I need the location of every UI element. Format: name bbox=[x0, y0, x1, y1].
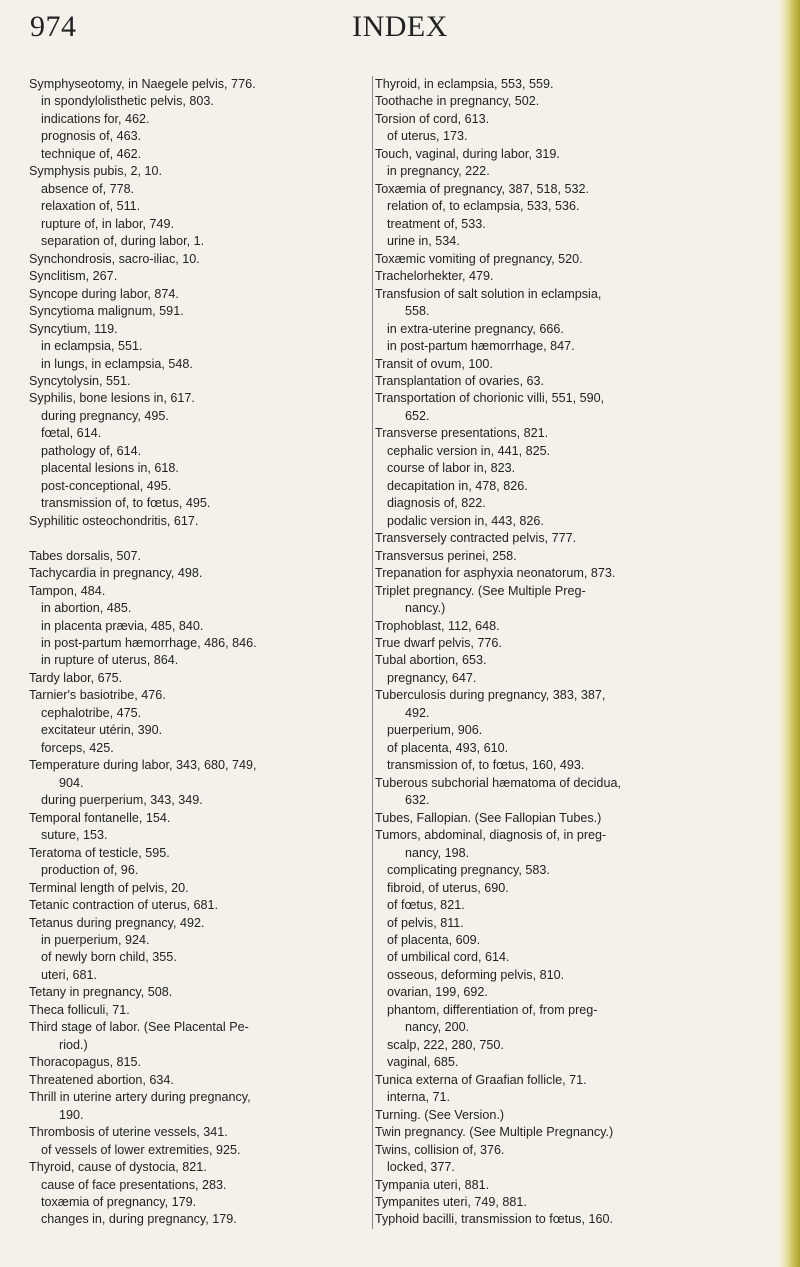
index-subentry: decapitation in, 478, 826. bbox=[387, 478, 528, 493]
index-entry: Transplantation of ovaries, 63. bbox=[375, 373, 544, 388]
index-subentry: changes in, during pregnancy, 179. bbox=[41, 1212, 237, 1227]
index-entry: Synchondrosis, sacro-iliac, 10. bbox=[29, 251, 200, 266]
index-entry: Temperature during labor, 343, 680, 749, bbox=[29, 758, 257, 773]
index-entry: Tetanic contraction of uterus, 681. bbox=[29, 898, 219, 913]
index-subentry: production of, 96. bbox=[41, 863, 139, 878]
index-subentry: 904. bbox=[59, 775, 84, 790]
index-entry: Tuberous subchorial hæmatoma of decidua, bbox=[375, 775, 621, 790]
index-subentry: complicating pregnancy, 583. bbox=[387, 863, 550, 878]
index-subentry: pathology of, 614. bbox=[41, 443, 142, 458]
index-subentry: of placenta, 493, 610. bbox=[387, 740, 509, 755]
index-subentry: in abortion, 485. bbox=[41, 601, 132, 616]
index-entry: Trepanation for asphyxia neonatorum, 873. bbox=[375, 566, 616, 581]
index-subentry: riod.) bbox=[59, 1037, 88, 1052]
index-subentry: 558. bbox=[405, 304, 430, 319]
index-column-left bbox=[29, 76, 359, 1229]
index-entry: Twins, collision of, 376. bbox=[375, 1142, 505, 1157]
index-subentry: fibroid, of uterus, 690. bbox=[387, 880, 509, 895]
index-entry: Tarnier's basiotribe, 476. bbox=[29, 688, 166, 703]
index-entry: Syphilis, bone lesions in, 617. bbox=[29, 391, 195, 406]
index-subentry: post-conceptional, 495. bbox=[41, 478, 172, 493]
index-subentry: uteri, 681. bbox=[41, 967, 98, 982]
index-entry: Temporal fontanelle, 154. bbox=[29, 810, 171, 825]
index-column-right bbox=[372, 76, 763, 1229]
index-subentry: in eclampsia, 551. bbox=[41, 339, 143, 354]
index-entry: Twin pregnancy. (See Multiple Pregnancy.) bbox=[375, 1125, 614, 1140]
index-subentry: in puerperium, 924. bbox=[41, 932, 150, 947]
page-number: 974 bbox=[30, 10, 77, 43]
index-subentry: fœtal, 614. bbox=[41, 426, 102, 441]
index-subentry: interna, 71. bbox=[387, 1090, 451, 1105]
index-entry: Thoracopagus, 815. bbox=[29, 1055, 142, 1070]
page-edge bbox=[778, 0, 800, 1267]
index-entry: Torsion of cord, 613. bbox=[375, 111, 490, 126]
index-subentry: urine in, 534. bbox=[387, 234, 460, 249]
index-subentry: placental lesions in, 618. bbox=[41, 461, 179, 476]
index-entry: Tetany in pregnancy, 508. bbox=[29, 985, 173, 1000]
page-title: INDEX bbox=[352, 10, 448, 43]
index-subentry: cause of face presentations, 283. bbox=[41, 1177, 227, 1192]
index-entry: Synclitism, 267. bbox=[29, 269, 118, 284]
index-subentry: osseous, deforming pelvis, 810. bbox=[387, 967, 565, 982]
index-entry: Transportation of chorionic villi, 551, 590, bbox=[375, 391, 605, 406]
index-subentry: relation of, to eclampsia, 533, 536. bbox=[387, 199, 580, 214]
index-entry: Threatened abortion, 634. bbox=[29, 1072, 174, 1087]
index-entry: Teratoma of testicle, 595. bbox=[29, 845, 170, 860]
index-subentry: 632. bbox=[405, 793, 430, 808]
index-subentry: of umbilical cord, 614. bbox=[387, 950, 510, 965]
index-subentry: rupture of, in labor, 749. bbox=[41, 216, 175, 231]
index-subentry: course of labor in, 823. bbox=[387, 461, 516, 476]
index-entry: Triplet pregnancy. (See Multiple Preg- bbox=[375, 583, 586, 598]
index-subentry: in post-partum hæmorrhage, 847. bbox=[387, 339, 575, 354]
index-entry: Transfusion of salt solution in eclampsia, bbox=[375, 286, 602, 301]
index-subentry: transmission of, to fœtus, 160, 493. bbox=[387, 758, 585, 773]
index-entry: Toxæmia of pregnancy, 387, 518, 532. bbox=[375, 181, 589, 196]
index-entry: Thyroid, in eclampsia, 553, 559. bbox=[375, 77, 554, 91]
index-entry: Turning. (See Version.) bbox=[375, 1107, 505, 1122]
index-subentry: scalp, 222, 280, 750. bbox=[387, 1037, 504, 1052]
index-entry: Tympania uteri, 881. bbox=[375, 1177, 490, 1192]
index-subentry: ovarian, 199, 692. bbox=[387, 985, 488, 1000]
index-subentry: pregnancy, 647. bbox=[387, 670, 477, 685]
index-entry: Third stage of labor. (See Placental Pe- bbox=[29, 1020, 249, 1035]
index-subentry: in lungs, in eclampsia, 548. bbox=[41, 356, 193, 371]
index-subentry: during pregnancy, 495. bbox=[41, 408, 169, 423]
index-entry: Symphysis pubis, 2, 10. bbox=[29, 164, 162, 179]
index-subentry: suture, 153. bbox=[41, 828, 108, 843]
index-subentry: podalic version in, 443, 826. bbox=[387, 513, 544, 528]
index-subentry: prognosis of, 463. bbox=[41, 129, 142, 144]
index-entry: Thrombosis of uterine vessels, 341. bbox=[29, 1125, 228, 1140]
index-subentry: of fœtus, 821. bbox=[387, 898, 465, 913]
index-subentry: toxæmia of pregnancy, 179. bbox=[41, 1195, 197, 1209]
index-subentry: in extra-uterine pregnancy, 666. bbox=[387, 321, 564, 336]
index-subentry: nancy, 200. bbox=[405, 1020, 470, 1035]
index-subentry: in spondylolisthetic pelvis, 803. bbox=[41, 94, 214, 109]
index-subentry: nancy, 198. bbox=[405, 845, 470, 860]
index-entry: Tumors, abdominal, diagnosis of, in preg- bbox=[375, 828, 607, 843]
index-subentry: in rupture of uterus, 864. bbox=[41, 653, 179, 668]
index-entry: True dwarf pelvis, 776. bbox=[375, 636, 502, 650]
index-subentry: vaginal, 685. bbox=[387, 1055, 459, 1070]
index-subentry: absence of, 778. bbox=[41, 181, 135, 196]
index-subentry: of vessels of lower extremities, 925. bbox=[41, 1142, 241, 1157]
index-entry: Thrill in uterine artery during pregnancy, bbox=[29, 1090, 251, 1105]
index-subentry: in post-partum hæmorrhage, 486, 846. bbox=[41, 636, 257, 650]
index-entry: Tunica externa of Graafian follicle, 71. bbox=[375, 1072, 587, 1087]
index-entry: Syncytium, 119. bbox=[29, 321, 118, 336]
index-entry: Toxæmic vomiting of pregnancy, 520. bbox=[375, 251, 583, 266]
index-entry: Theca folliculi, 71. bbox=[29, 1002, 130, 1017]
index-entry: Syncope during labor, 874. bbox=[29, 286, 179, 301]
index-subentry: 652. bbox=[405, 408, 430, 423]
index-subentry: technique of, 462. bbox=[41, 146, 142, 161]
index-entry: Tachycardia in pregnancy, 498. bbox=[29, 566, 203, 581]
index-subentry: during puerperium, 343, 349. bbox=[41, 793, 203, 808]
index-subentry: in placenta prævia, 485, 840. bbox=[41, 618, 204, 633]
index-subentry: in pregnancy, 222. bbox=[387, 164, 490, 179]
index-subentry: puerperium, 906. bbox=[387, 723, 483, 738]
index-subentry: 190. bbox=[59, 1107, 84, 1122]
index-entry: Tabes dorsalis, 507. bbox=[29, 548, 142, 563]
index-entry: Touch, vaginal, during labor, 319. bbox=[375, 146, 560, 161]
index-entry: Tardy labor, 675. bbox=[29, 670, 123, 685]
index-entry: Toothache in pregnancy, 502. bbox=[375, 94, 540, 109]
index-entry: Trophoblast, 112, 648. bbox=[375, 618, 500, 633]
index-subentry: cephalic version in, 441, 825. bbox=[387, 443, 551, 458]
index-entry: Tubes, Fallopian. (See Fallopian Tubes.) bbox=[375, 810, 602, 825]
index-subentry: forceps, 425. bbox=[41, 740, 114, 755]
index-entry: Syncytioma malignum, 591. bbox=[29, 304, 184, 319]
index-subentry: phantom, differentiation of, from preg- bbox=[387, 1002, 598, 1017]
index-entry: Transversus perinei, 258. bbox=[375, 548, 517, 563]
index-subentry: of placenta, 609. bbox=[387, 932, 481, 947]
index-entry: Thyroid, cause of dystocia, 821. bbox=[29, 1160, 207, 1175]
index-entry: Transversely contracted pelvis, 777. bbox=[375, 531, 577, 546]
index-subentry: transmission of, to fœtus, 495. bbox=[41, 496, 211, 511]
index-entry: Tampon, 484. bbox=[29, 583, 106, 598]
index-entry: Terminal length of pelvis, 20. bbox=[29, 880, 189, 895]
index-entry: Transverse presentations, 821. bbox=[375, 426, 549, 441]
index-entry: Tubal abortion, 653. bbox=[375, 653, 487, 668]
index-entry: Transit of ovum, 100. bbox=[375, 356, 493, 371]
index-subentry: treatment of, 533. bbox=[387, 216, 486, 231]
index-entry: Typhoid bacilli, transmission to fœtus, 160. bbox=[375, 1212, 613, 1227]
index-subentry: of pelvis, 811. bbox=[387, 915, 464, 930]
index-entry: Syphilitic osteochondritis, 617. bbox=[29, 513, 199, 528]
index-entry: Tetanus during pregnancy, 492. bbox=[29, 915, 205, 930]
index-subentry: of newly born child, 355. bbox=[41, 950, 177, 965]
index-subentry: indications for, 462. bbox=[41, 111, 150, 126]
index-entry: Tympanites uteri, 749, 881. bbox=[375, 1195, 527, 1209]
index-subentry: diagnosis of, 822. bbox=[387, 496, 486, 511]
index-entry: Trachelorhekter, 479. bbox=[375, 269, 494, 284]
index-subentry: cephalotribe, 475. bbox=[41, 705, 142, 720]
index-subentry: excitateur utérin, 390. bbox=[41, 723, 163, 738]
index-entry: Syncytolysin, 551. bbox=[29, 373, 131, 388]
index-entry: Symphyseotomy, in Naegele pelvis, 776. bbox=[29, 77, 256, 91]
index-subentry: separation of, during labor, 1. bbox=[41, 234, 205, 249]
index-entry: Tuberculosis during pregnancy, 383, 387, bbox=[375, 688, 606, 703]
index-subentry: 492. bbox=[405, 705, 430, 720]
index-subentry: locked, 377. bbox=[387, 1160, 455, 1175]
index-subentry: of uterus, 173. bbox=[387, 129, 468, 144]
index-subentry: relaxation of, 511. bbox=[41, 199, 141, 214]
index-subentry: nancy.) bbox=[405, 601, 446, 616]
blank-line bbox=[29, 530, 359, 547]
